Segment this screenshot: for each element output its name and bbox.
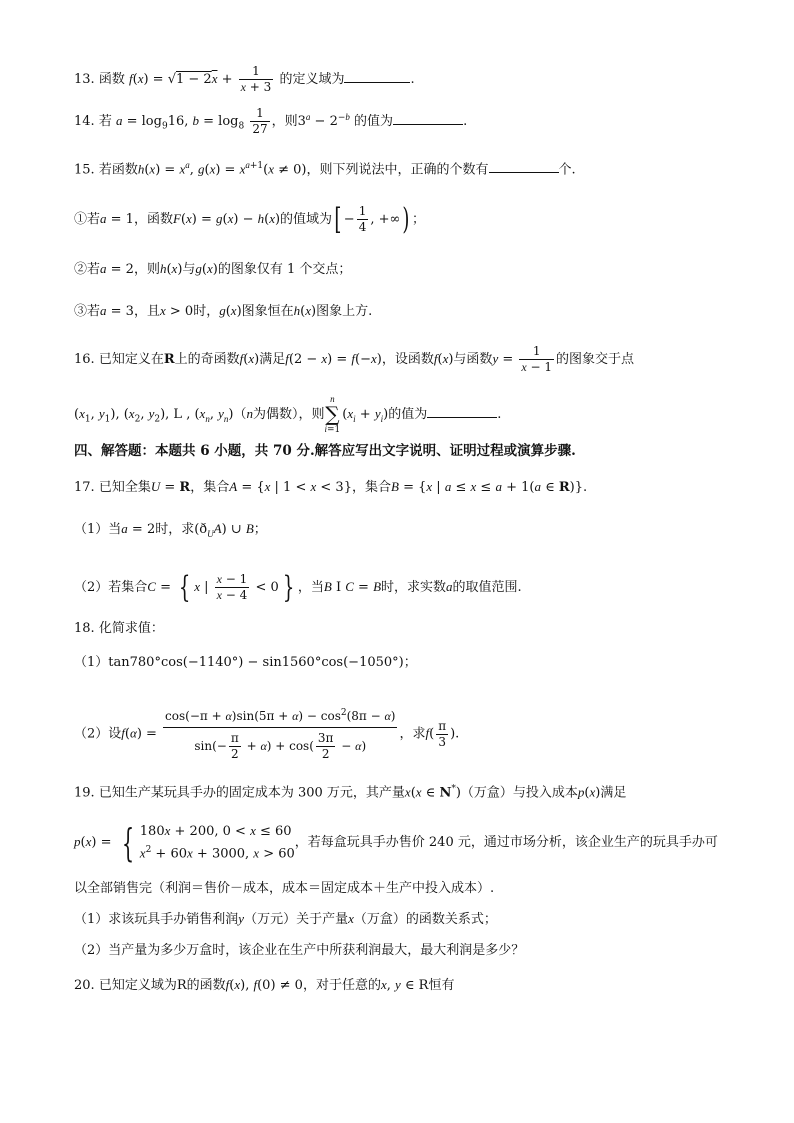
answer-blank[interactable]: [393, 124, 463, 125]
answer-blank[interactable]: [427, 417, 497, 418]
question-16: 16. 已知定义在R上的奇函数f(x)满足f(2 − x) = f(−x)，设函数f(x)与函数y = $\frac{1}{x - 1}$ 的图象交于点: [74, 344, 635, 374]
question-13: 13. 函数 f(x) = √1 − 2x + $\frac{1}{x + 3}$ 的定义域为 .: [74, 64, 415, 94]
question-14: 14. 若 $a = \log_916$, $b = \log_8$ $\frac{1}{27}$ ，则$3^a - 2^{-b}$ 的值为 .: [74, 106, 468, 136]
section-heading: 四、解答题：本题共 6 小题，共 70 分.解答应写出文字说明、证明过程或演算步骤.: [74, 443, 576, 459]
answer-blank[interactable]: [489, 172, 559, 173]
question-19: 19. 已知生产某玩具手办的固定成本为 300 万元，其产量x(x ∈ N*)（万盒）与投入成本p(x)满足: [74, 784, 627, 801]
question-19-piecewise: p(x) = { 180x + 200, 0 < x ≤ 60 $x^2 + 60x + 3000$, x > 60，若每盒玩具手办售价 240 元，通过市场分析，该企业生产的玩具手办可: [74, 820, 718, 865]
question-18-part-2: （2）设f(α) = $\cos(-\pi + \alpha)\sin(5\pi + \alpha) - \cos^2(8\pi - \alpha)$ sin(− $\frac{\pi}{2}$ + α) + cos( $\frac{3\pi}{2}$ − α) ，求f( $\frac{\pi}{3}$ ).: [74, 708, 460, 761]
question-16-continued: ($x_1$, $y_1$), ($x_2$, $y_2$), L , ($x_n$, $y_n)(n$为偶数），则n ∑ $i=1(x_i + y_i)$的值为 .: [74, 394, 502, 435]
question-19-note: 以全部销售完（利润＝售价－成本，成本＝固定成本＋生产中投入成本）.: [74, 881, 495, 896]
question-15: 15. 若函数$h(x) = x^a$, $g(x) = x^{a+1}(x \ne 0)$，则下列说法中，正确的个数有 个.: [74, 160, 576, 178]
question-19-part-1: （1）求该玩具手办销售利润y（万元）关于产量x（万盒）的函数关系式；: [74, 911, 497, 927]
question-20: 20. 已知定义域为R的函数f(x), f(0) ≠ 0，对于任意的x, y ∈ R恒有: [74, 977, 455, 993]
question-19-part-2: （2）当产量为多少万盒时，该企业在生产中所获利润最大，最大利润是多少？: [74, 943, 525, 958]
question-17-part-2: （2）若集合C = { x | $\frac{x - 1}{x - 4}$ < 0 } ，当B I C = B时，求实数a的取值范围.: [74, 569, 522, 605]
question-18: 18. 化简求值：: [74, 621, 164, 636]
question-17-part-1: （1）当a = 2时，求$(ð_UA)$ ∪ B；: [74, 521, 267, 539]
question-17: 17. 已知全集U = R，集合A = {x | 1 < x < 3}，集合B = {x | a ≤ x ≤ a + 1(a ∈ R)}.: [74, 479, 588, 495]
question-18-part-1: （1）tan780°cos(−1140°) − sin1560°cos(−1050°)；: [74, 655, 417, 670]
question-15-statement-2: ②若a = 2，则h(x)与g(x)的图象仅有 1 个交点；: [74, 261, 352, 277]
question-15-statement-1: ①若a = 1，函数F(x) = g(x) − h(x)的值域为[ − $\frac{1}{4}$ , +∞) ；: [74, 201, 426, 237]
answer-blank[interactable]: [344, 82, 410, 83]
question-15-statement-3: ③若a = 3，且x > 0时，g(x)图象恒在h(x)图象上方.: [74, 303, 373, 319]
